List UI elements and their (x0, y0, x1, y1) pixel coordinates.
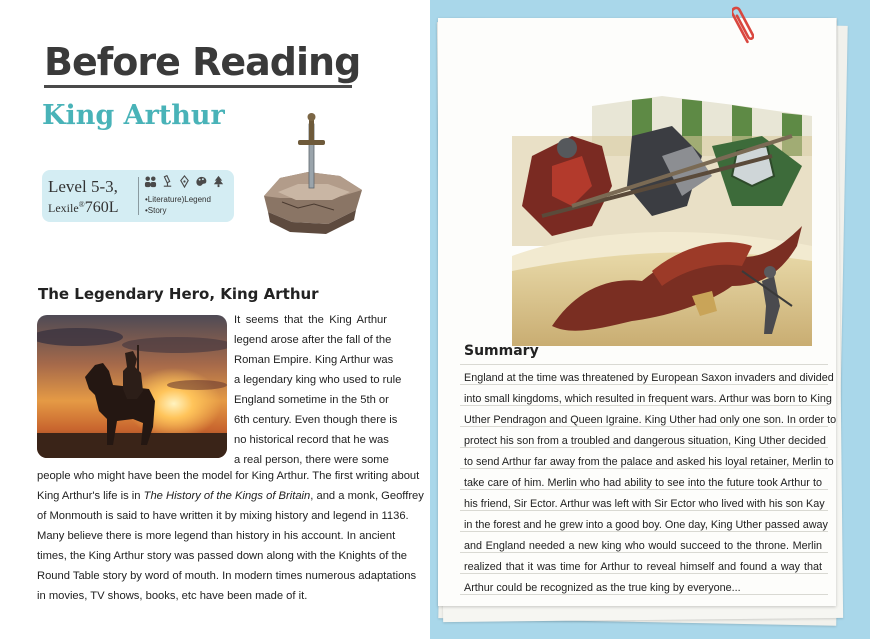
ruled-line (460, 468, 828, 469)
text-line: a legendary king who used to rule (234, 374, 402, 386)
ruled-line (460, 510, 828, 511)
text-line: England sometime in the 5th or (234, 394, 389, 406)
text-line (37, 490, 424, 502)
sword-in-stone-illustration (258, 112, 368, 236)
microscope-icon (161, 175, 174, 188)
lexile-text (48, 199, 119, 217)
summary-line: take care of him. Merlin who had ability to see into the future took Arthur to (464, 477, 822, 489)
ruled-line (460, 384, 828, 385)
summary-title: Summary (464, 343, 539, 359)
tree-icon (212, 175, 225, 188)
ruled-line (460, 594, 828, 595)
text-line: It seems that the King Arthur (234, 314, 387, 326)
summary-line: in the forest and he grew into a good boy. One day, King Uther passed away (464, 519, 828, 531)
ruled-line (460, 573, 828, 574)
level-info-box (42, 170, 234, 222)
ruled-line (460, 531, 828, 532)
text-line: of Monmouth is said to have written it by mixing history and legend in 1136. (37, 510, 409, 522)
ruled-line (460, 426, 828, 427)
page-title: Before Reading (44, 40, 361, 84)
summary-line: Uther Pendragon and Queen Igraine. King Uther had only one son. In order to (464, 414, 837, 426)
ruled-line (460, 447, 828, 448)
text-line: 6th century. Even though there is (234, 414, 398, 426)
lexile-mark: ® (78, 200, 85, 209)
ruled-line (460, 405, 828, 406)
people-icon (144, 175, 157, 188)
summary-line: Arthur could be recognized as the true king by everyone... (464, 582, 741, 594)
text-line: times, the King Arthur story was passed down along with the Knights of the (37, 550, 408, 562)
summary-line: his friend, Sir Ector. Arthur was left with Sir Ector who lived with his son Kay (464, 498, 825, 510)
page-subtitle: King Arthur (42, 100, 225, 131)
pen-nib-icon (178, 175, 191, 188)
text-line: Round Table story by word of mouth. In modern times numerous adaptations (37, 570, 417, 582)
summary-line: realized that it was time for Arthur to reveal himself and found a way that (464, 561, 822, 573)
genre-icons (144, 175, 225, 188)
jousting-dragon-illustration (512, 96, 812, 346)
ruled-line (460, 364, 828, 365)
ruled-line (460, 489, 828, 490)
text-line: Many believe there is more legend than history in his account. In ancient (37, 530, 396, 542)
summary-line: England at the time was threatened by European Saxon invaders and divided (464, 372, 834, 384)
lexile-prefix: Lexile (48, 201, 79, 215)
level-divider (138, 177, 139, 215)
palette-icon (195, 175, 208, 188)
text-line: no historical record that he was (234, 434, 389, 446)
summary-line: protect his son from a troubled and dangerous situation, King Uther decided (464, 435, 826, 447)
right-page (430, 0, 870, 639)
summary-line: into small kingdoms, which resulted in frequent wars. Arthur was born to King (464, 393, 832, 405)
text-segment: , and a monk, Geoffrey (310, 490, 424, 502)
left-page (0, 0, 430, 639)
title-underline (44, 85, 352, 88)
summary-paper (438, 18, 836, 606)
section-title: The Legendary Hero, King Arthur (38, 285, 319, 303)
text-line: Roman Empire. King Arthur was (234, 354, 394, 366)
summary-line: to send Arthur far away from the palace and asked his loyal retainer, Merlin to (464, 456, 834, 468)
ruled-line (460, 552, 828, 553)
text-line: in movies, TV shows, books, etc have been made of it. (37, 590, 308, 602)
knight-sunset-photo (37, 315, 227, 458)
text-line: a real person, there were some (234, 454, 389, 466)
genre-line-1: •Literature)Legend (145, 195, 211, 204)
genre-line-2: •Story (145, 206, 167, 215)
level-text: Level 5-3, (48, 177, 118, 196)
text-line: legend arose after the fall of the (234, 334, 392, 346)
paper-clip-icon (732, 2, 754, 48)
book-title: The History of the Kings of Britain (143, 490, 311, 502)
text-line: people who might have been the model for King Arthur. The first writing about (37, 470, 420, 482)
lexile-value: 760L (84, 199, 119, 216)
text-segment: King Arthur's life is in (37, 490, 144, 502)
summary-line: and England needed a new king who would succeed to the throne. Merlin (464, 540, 822, 552)
